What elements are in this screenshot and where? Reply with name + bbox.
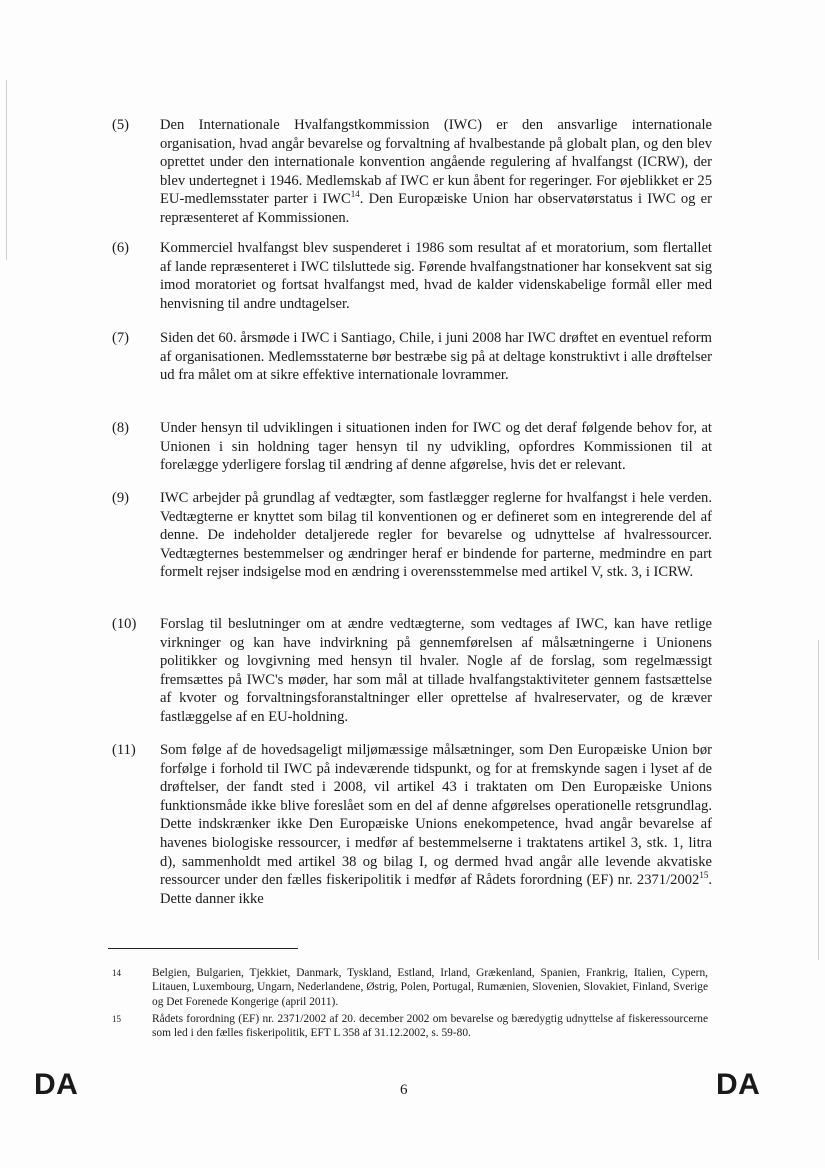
page-number: 6 (400, 1082, 408, 1098)
language-code-left: DA (34, 1068, 79, 1101)
paragraph-8 (112, 419, 712, 475)
footnote-14 (112, 966, 708, 1009)
paragraph-text: Kommerciel hvalfangst blev suspenderet i 1986 som resultat af et moratorium, som flertallet af lande repræsenteret i IWC tilsluttede sig. Førende hvalfangstnationer har konsekvent sat sig imod moratoriet og fortsat hvalfangst med, hvad de kalder videnskabelige formål eller med henvisning til andre undtagelser. (160, 240, 712, 312)
language-code-right: DA (716, 1068, 761, 1101)
paragraph-text: Som følge af de hovedsageligt miljømæssige målsætninger, som Den Europæiske Union bør forfølge i forhold til IWC på indeværende tidspunkt, og for at fremskynde sagen i lyset af de drøftelser, der fandt sted i 2008, vil artikel 43 i traktaten om Den Europæiske Unions funktionsmåde ikke blive foreslået som en del af denne afgørelses operationelle retsgrundlag. Dette indskrænker ikke Den Europæiske Unions enekompetence, hvad angår bevarelse af havenes biologiske ressourcer, i medfør af bestemmelserne i traktatens artikel 3, stk. 1, litra d), sammenholdt med artikel 38 og bilag I, og dermed hvad angår alle levende akvatiske ressourcer under den fælles fiskeripolitik i medfør af Rådets forordning (EF) nr. 2371/2002$^{15}$. Dette danner ikke (160, 742, 712, 907)
paragraph-9 (112, 489, 712, 582)
paragraph-number: (6) (112, 240, 130, 256)
footnote-separator (108, 948, 298, 949)
paragraph-7 (112, 329, 712, 385)
paragraph-text: Forslag til beslutninger om at ændre vedtægterne, som vedtages af IWC, kan have retlige virkninger og kan have indvirkning på gennemførelsen af målsætningerne i Unionens politikker og lovgivning med hensyn til hvaler. Nogle af de forslag, som regelmæssigt fremsættes på IWC's møder, har som mål at tillade hvalfangstaktiviteter gennem fastsættelse af kvoter og forvaltningsforanstaltninger eller oprettelse af hvalreservater, og de kræver fastlæggelse af en EU-holdning. (160, 616, 712, 725)
paragraph-text: IWC arbejder på grundlag af vedtægter, som fastlægger reglerne for hvalfangst i hele verden. Vedtægterne er knyttet som bilag til konventionen og er defineret som en integrerende del af denne. De indeholder detaljerede regler for bevarelse og udnyttelse af hvalressourcer. Vedtægternes bestemmelser og ændringer heraf er bindende for parterne, medmindre en part formelt rejser indsigelse mod en ændring i overensstemmelse med artikel V, stk. 3, i ICRW. (160, 490, 712, 581)
paragraph-number: (5) (112, 117, 130, 133)
paragraph-number: (9) (112, 490, 130, 506)
paragraph-number: (10) (112, 616, 137, 632)
footnote-number: 14 (112, 968, 121, 978)
paragraph-number: (11) (112, 742, 136, 758)
scan-edge-mark (818, 640, 819, 960)
paragraph-10 (112, 615, 712, 727)
paragraph-6 (112, 239, 712, 313)
paragraph-text: Den Internationale Hvalfangstkommission (IWC) er den ansvarlige internationale organisation, hvad angår bevarelse og forvaltning af hvalbestande på globalt plan, og den blev oprettet under den internationale konvention angående regulering af hvalfangst (ICRW), der blev undertegnet i 1946. Medlemskab af IWC er kun åbent for regeringer. For øjeblikket er 25 EU-medlemsstater parter i IWC$^{14}$. Den Europæiske Union har observatørstatus i IWC og er repræsenteret af Kommissionen. (160, 117, 713, 226)
footnote-text: Rådets forordning (EF) nr. 2371/2002 af 20. december 2002 om bevarelse og bæredygtig udnyttelse af fiskeressourcerne som led i den fælles fiskeripolitik, EFT L 358 af 31.12.2002, s. 59-80. (152, 1013, 708, 1040)
scan-edge-mark (6, 80, 7, 260)
paragraph-number: (8) (112, 420, 130, 436)
paragraph-5 (112, 116, 712, 228)
paragraph-11 (112, 741, 712, 908)
footnote-text: Belgien, Bulgarien, Tjekkiet, Danmark, Tyskland, Estland, Irland, Grækenland, Spanien, Frankrig, Italien, Cypern, Litauen, Luxembourg, Ungarn, Nederlandene, Østrig, Polen, Portugal, Rumænien, Slovenien, Slovakiet, Finland, Sverige og Det Forenede Kongerige (april 2011). (152, 967, 708, 1008)
paragraph-text: Siden det 60. årsmøde i IWC i Santiago, Chile, i juni 2008 har IWC drøftet en eventuel reform af organisationen. Medlemsstaterne bør bestræbe sig på at deltage konstruktivt i alle drøftelser ud fra målet om at sikre effektive internationale lovrammer. (160, 330, 712, 384)
footnote-15 (112, 1012, 708, 1041)
paragraph-text: Under hensyn til udviklingen i situationen inden for IWC og det deraf følgende behov for, at Unionen i sin holdning tager hensyn til ny udvikling, opfordres Kommissionen til at forelægge yderligere forslag til ændring af denne afgørelse, hvis det er relevant. (160, 420, 712, 474)
footnote-number: 15 (112, 1014, 121, 1024)
paragraph-number: (7) (112, 330, 130, 346)
